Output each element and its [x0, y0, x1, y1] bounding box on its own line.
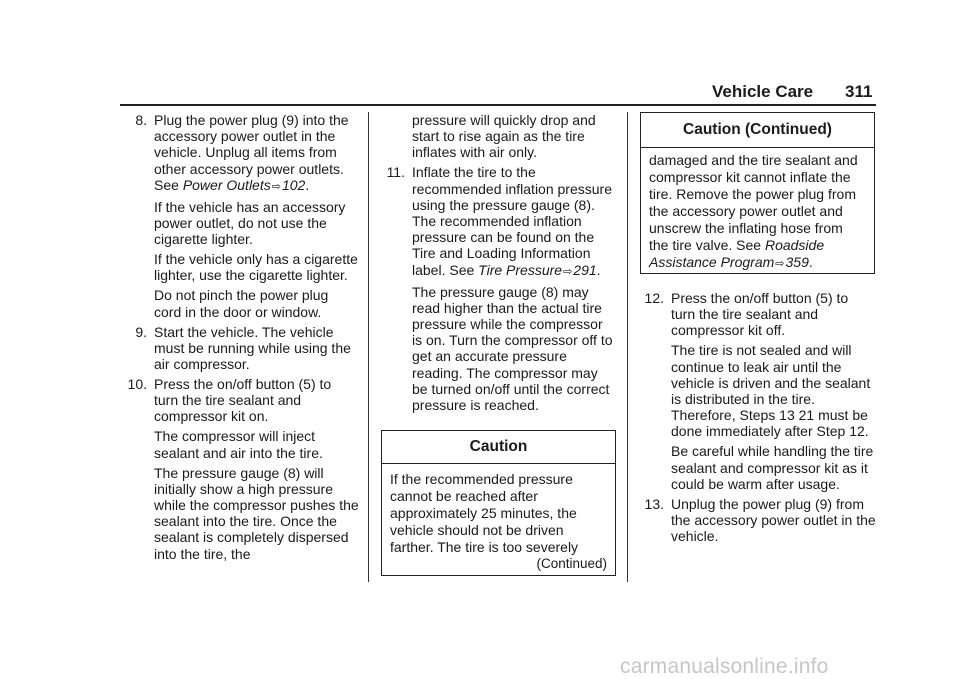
step-text: Unplug the power plug (9) from the accessory power outlet in the vehicle.: [671, 495, 876, 545]
step-number: 12.: [644, 290, 664, 306]
step-13: [636, 496, 876, 545]
caution-title: Caution: [382, 431, 615, 464]
ref-page: 291: [573, 261, 597, 278]
caution-text: If the recommended pressure cannot be reached after approximately 25 minutes, the vehicle should not be driven farther. The tire is too severely: [390, 471, 579, 555]
step-note: Be careful while handling the tire sealant and compressor kit as it could be warm after usage.: [671, 443, 874, 492]
cross-reference[interactable]: [183, 177, 306, 193]
step-note: If the vehicle only has a cigarette lighter, use the cigarette lighter.: [154, 251, 358, 284]
step-number: 9.: [135, 323, 147, 340]
ref-page: 359: [785, 254, 809, 270]
step-note: The pressure gauge (8) will initially show a high pressure while the compressor pushes the sealant into the tire. Once the sealant is completely dispersed into the tire, the: [154, 464, 359, 562]
watermark: carmanualsonline.info: [620, 655, 829, 678]
step-text: Press the on/off button (5) to turn the tire sealant and compressor kit on.: [154, 376, 332, 425]
column-divider-right: [627, 112, 628, 582]
column-1: [119, 112, 359, 566]
step-note: If the vehicle has an accessory power outlet, do not use the cigarette lighter.: [154, 198, 346, 248]
step-text: Start the vehicle. The vehicle must be running while using the air compressor.: [154, 323, 351, 373]
step-9: [119, 324, 359, 373]
page-number: 311: [845, 82, 873, 101]
ref-title: Roadside Assistance Program: [649, 237, 825, 270]
ref-page: 102: [281, 176, 306, 193]
ref-title: Tire Pressure: [478, 261, 563, 278]
step-number: 10.: [127, 376, 147, 393]
step-10: [119, 376, 359, 425]
step-number: 8.: [135, 112, 147, 128]
column-2: [377, 112, 615, 417]
page-arrow-icon: ⇨: [271, 180, 281, 193]
step-12: [636, 290, 876, 339]
header-rule: [120, 104, 876, 106]
caution-continued-box: [640, 112, 875, 274]
step-8: [119, 112, 359, 195]
step-note: The tire is not sealed and will continue to leak air until the vehicle is driven and the sealant is distributed in the tire. Therefore, Steps 13 21 must be done immediately after Step 12.: [671, 342, 871, 440]
continued-label: (Continued): [536, 556, 607, 571]
page-arrow-icon: ⇨: [563, 265, 573, 278]
caution-box: [381, 430, 616, 576]
step-text: Plug the power plug (9) into the accessory power outlet in the vehicle. Unplug all items from other accessory power outlets. See: [154, 112, 349, 193]
column-divider-left: [368, 112, 369, 582]
step-note: The pressure gauge (8) may read higher than the actual tire pressure while the compressor is on. Turn the compressor off to get an accurate pressure reading. The compressor may be turned on/off until the correct pressure is reached.: [412, 283, 613, 414]
section-title: Vehicle Care: [712, 82, 814, 101]
caution-body: damaged and the tire sealant and compressor kit cannot inflate the tire. Remove the power plug from the accessory power outlet and unscrew the inflating hose from the tire valve. See: [649, 152, 858, 253]
step-note: The compressor will inject sealant and air into the tire.: [154, 428, 323, 461]
step-text: Press the on/off button (5) to turn the tire sealant and compressor kit off.: [671, 290, 849, 339]
ref-suffix: .: [305, 176, 310, 193]
caution-text: [641, 148, 874, 273]
page-arrow-icon: ⇨: [775, 258, 785, 270]
step-number: 11.: [386, 164, 405, 181]
caution-title: Caution (Continued): [641, 113, 874, 148]
step-11: [377, 164, 615, 279]
ref-suffix: .: [808, 254, 813, 270]
step-number: 13.: [644, 495, 664, 512]
step-text: Inflate the tire to the recommended inflation pressure using the pressure gauge (8). The recommended inflation pressure can be found on the Tire and Loading Information label. See: [412, 164, 612, 278]
continued-text: pressure will quickly drop and start to rise again as the tire inflates with air only.: [412, 112, 596, 161]
ref-title: Power Outlets: [182, 176, 271, 193]
cross-reference[interactable]: [478, 262, 596, 278]
ref-suffix: .: [596, 261, 601, 278]
step-note: Do not pinch the power plug cord in the door or window.: [154, 287, 329, 320]
column-3: [636, 290, 876, 548]
